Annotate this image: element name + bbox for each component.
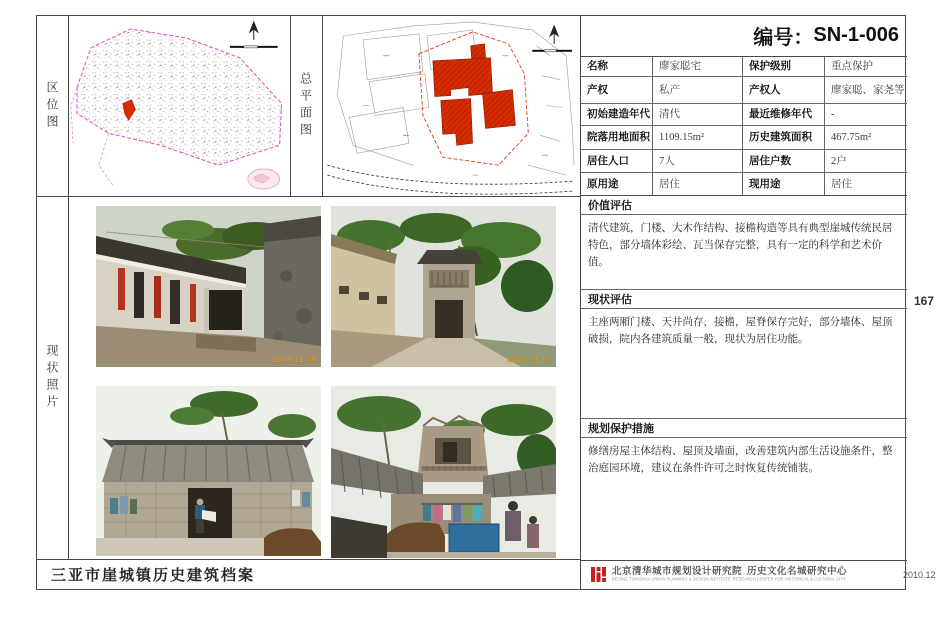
section-title: 价值评估 — [581, 196, 907, 215]
photo-datestamp: 2008 11 05 — [507, 357, 552, 364]
location-map-image — [69, 16, 290, 196]
table-row — [581, 57, 907, 77]
institute-logo — [591, 567, 606, 582]
field-value: - — [831, 109, 835, 121]
photo-gatehouse-path — [331, 206, 556, 367]
footer-left — [37, 559, 580, 589]
photo-tiled-roof-house — [96, 386, 321, 556]
table-row — [581, 104, 907, 126]
institute-name-cn — [612, 567, 897, 577]
code-value: SN-1-006 — [813, 24, 899, 47]
field-label: 居住人口 — [581, 150, 653, 172]
field-label: 最近维修年代 — [743, 104, 825, 125]
road-lines — [327, 165, 574, 194]
ground — [96, 538, 264, 556]
document-title: 三亚市崖城镇历史建筑档案 — [51, 567, 256, 585]
institute-name-cn-1: 北京清华城市规划设计研究院 — [612, 566, 743, 578]
institute-name-block — [612, 567, 897, 583]
field-value: 2户 — [831, 155, 847, 167]
site-plan-image — [323, 16, 580, 196]
field-value: 私产 — [653, 77, 743, 103]
institute-name-en-1: BEIJING TSINGHUA URBAN PLANNING & DESIGN INSTITUTE — [612, 576, 731, 582]
scale-bar — [230, 46, 278, 48]
section-protection-measures — [581, 419, 907, 560]
photo-datestamp: 2008 11 05 — [272, 357, 317, 364]
table-row — [581, 77, 907, 104]
gatehouse — [417, 250, 483, 338]
page-number: 167 — [914, 294, 935, 308]
protected-buildings — [432, 44, 515, 145]
field-label: 产权人 — [743, 77, 825, 103]
photo-courtyard-eaves — [96, 206, 321, 367]
field-label: 初始建造年代 — [581, 104, 653, 125]
section-title: 现状评估 — [581, 290, 907, 309]
photos-grid — [69, 197, 580, 559]
site-plan — [323, 16, 580, 196]
field-value: 廖家聪、家尧等 — [831, 84, 905, 96]
maps-band — [37, 16, 580, 197]
field-label: 居住户数 — [743, 150, 825, 172]
footer-right — [581, 560, 936, 589]
town-boundary-area — [71, 29, 282, 185]
tiled-roof — [102, 438, 314, 482]
field-value: 1109.15m² — [653, 126, 743, 149]
north-arrow-icon — [250, 22, 258, 40]
field-label: 名称 — [581, 57, 653, 76]
location-map — [69, 16, 291, 196]
ground — [387, 552, 556, 558]
field-value: 廖家聪宅 — [653, 57, 743, 76]
field-label: 历史建筑面积 — [743, 126, 825, 149]
sidebar-label-site-plan: 总平面图 — [291, 16, 323, 196]
blue-cart — [449, 524, 499, 552]
table-row — [581, 126, 907, 150]
field-value: 清代 — [653, 104, 743, 125]
field-label: 院落用地面积 — [581, 126, 653, 149]
institute-name-en-2: RESEARCH CENTER FOR HISTORICAL & CULTURAL CITY — [732, 576, 846, 582]
field-value: 重点保护 — [831, 61, 873, 73]
adjacent-area-outline — [248, 169, 280, 189]
field-value: 居住 — [831, 178, 852, 190]
institute-name-cn-2: 历史文化名城研究中心 — [747, 566, 848, 578]
cadastral-lines — [337, 22, 574, 175]
field-value: 居住 — [653, 173, 743, 195]
photos-band — [37, 197, 580, 559]
code-label: 编号： — [753, 27, 814, 50]
institute-name-en — [612, 578, 846, 582]
section-body: 清代建筑，门楼、大木作结构、接檐构造等具有典型崖城传统民居特色，部分墙体彩绘、瓦当保存完整，具有一定的科学和艺术价值。 — [581, 215, 907, 290]
section-condition-assessment — [581, 290, 907, 419]
sidebar-label-location-map: 区位图 — [37, 16, 69, 196]
field-label: 产权 — [581, 77, 653, 103]
photo-courtyard-gatetower — [331, 386, 556, 558]
left-column — [37, 16, 581, 589]
publication-date: 2010.12 — [902, 569, 936, 580]
table-row — [581, 173, 907, 196]
attributes-table — [581, 57, 907, 196]
field-label: 原用途 — [581, 173, 653, 195]
section-value-assessment — [581, 196, 907, 290]
field-label: 现用途 — [743, 173, 825, 195]
field-value: 7人 — [653, 150, 743, 172]
scale-bar — [532, 50, 572, 52]
section-body: 主座两厢门楼、天井尚存，接檐，屋脊保存完好，部分墙体、屋顶破损，院内各建筑质量一般，现状为居住功能。 — [581, 309, 907, 419]
table-row — [581, 150, 907, 173]
field-value: 467.75m² — [831, 132, 872, 144]
field-label: 保护级别 — [743, 57, 825, 76]
code-header — [581, 16, 907, 57]
sidebar-label-photos: 现状照片 — [37, 197, 69, 559]
north-arrow-icon — [550, 26, 558, 44]
section-title: 规划保护措施 — [581, 419, 907, 438]
section-body: 修缮房屋主体结构、屋顶及墙面，改善建筑内部生活设施条件，整治庭园环境，建议在条件许可之时恢复传统铺装。 — [588, 445, 893, 475]
